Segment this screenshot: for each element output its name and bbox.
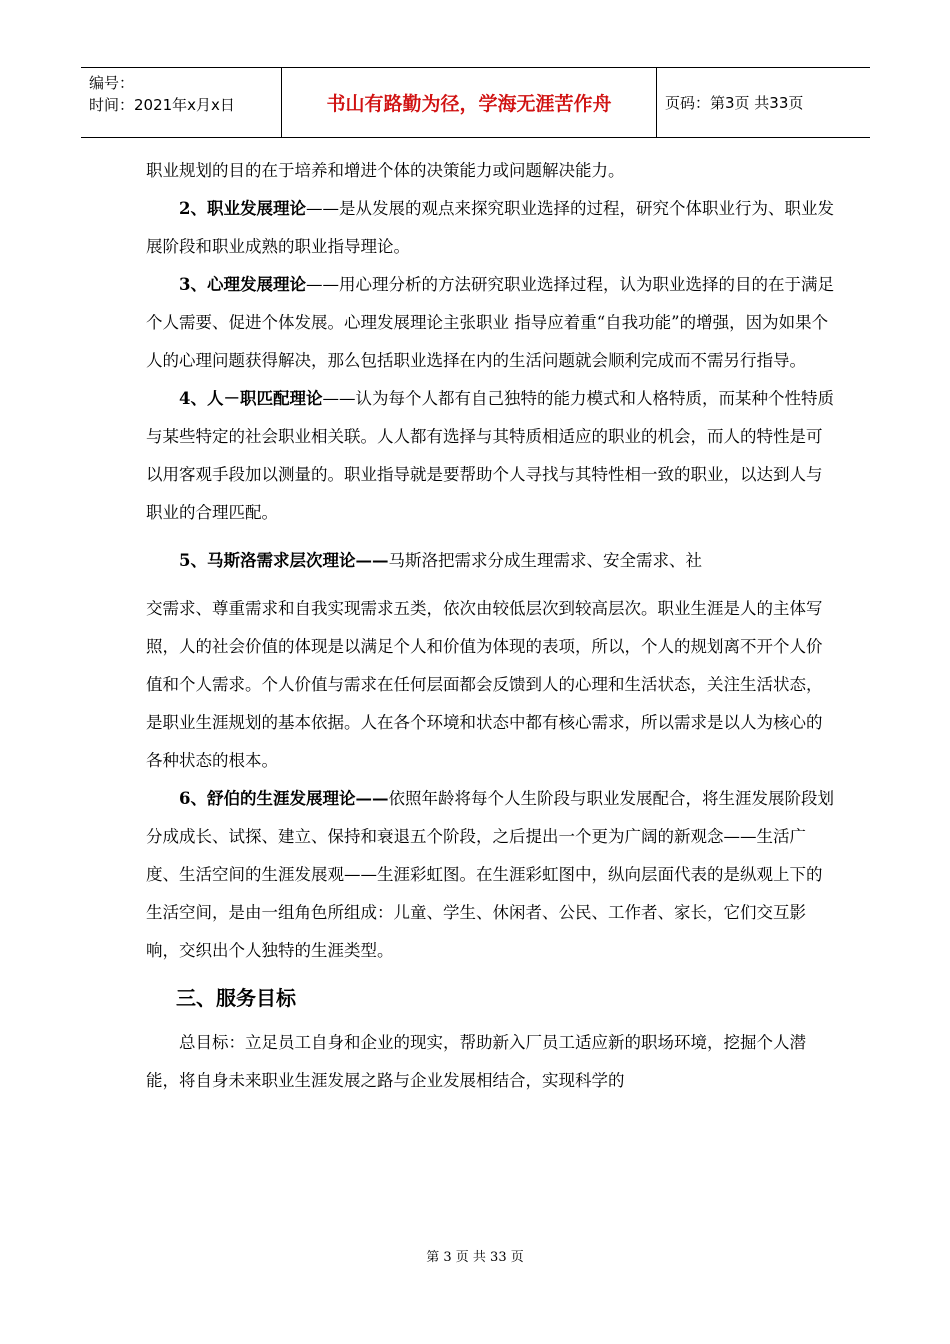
header-left-cell [81, 68, 281, 137]
paragraph: 交需求、尊重需求和自我实现需求五类，依次由较低层次到较高层次。职业生涯是人的主体写照，人的社会价值的体现是以满足个人和价值为体现的表项，所以，个人的规划离不开个人价值和个人需求。个人价值与需求在任何层面都会反馈到人的心理和生活状态，关注生活状态，是职业生涯规划的基本依据。人在各个环境和状态中都有核心需求，所以需求是以人为核心的各种状态的根本。 [146, 599, 823, 770]
paragraph [146, 542, 836, 580]
term-heading: 6、舒伯的生涯发展理论—— [179, 789, 389, 808]
paragraph [146, 266, 836, 380]
paragraph-text: 马斯洛把需求分成生理需求、安全需求、社 [388, 551, 702, 570]
spacer [146, 532, 836, 542]
paragraph-text: ——用心理分析的方法研究职业选择过程，认为职业选择的目的在于满足个人需要、促进个体发展。心理发展理论主张职业 指导应着重“自我功能”的增强，因为如果个人的心理问题获得解决，那么包括职业选择在内的生活问题就会顺利完成而不需另行指导。 [146, 275, 834, 370]
paragraph [146, 190, 836, 266]
page-footer: 第 3 页 共 33 页 [426, 1250, 524, 1265]
spacer [146, 580, 836, 590]
document-body [146, 152, 836, 1100]
time-label: 时间：2021年x月x日 [89, 96, 235, 114]
term-heading: 5、马斯洛需求层次理论—— [179, 551, 389, 570]
header-page-label: 页码：第3页 共33页 [665, 94, 804, 112]
number-label: 编号： [89, 74, 135, 92]
paragraph [146, 780, 836, 970]
header-table [81, 67, 870, 138]
term-heading: 3、心理发展理论 [179, 275, 306, 294]
header-motto: 书山有路勤为径，学海无涯苦作舟 [281, 68, 657, 137]
section-title: 三、服务目标 [176, 986, 296, 1010]
term-heading: 4、人－职匹配理论 [179, 389, 323, 408]
paragraph: 职业规划的目的在于培养和增进个体的决策能力或问题解决能力。 [146, 161, 625, 180]
paragraph: 总目标：立足员工自身和企业的现实，帮助新入厂员工适应新的职场环境，挖掘个人潜能，将自身未来职业生涯发展之路与企业发展相结合，实现科学的 [146, 1033, 806, 1090]
paragraph-text: 依照年龄将每个人生阶段与职业发展配合，将生涯发展阶段划分成成长、试探、建立、保持和衰退五个阶段，之后提出一个更为广阔的新观念——生活广度、生活空间的生涯发展观——生涯彩虹图。在生涯彩虹图中，纵向层面代表的是纵观上下的生活空间，是由一组角色所组成：儿童、学生、休闲者、公民、工作者、家长，它们交互影响，交织出个人独特的生涯类型。 [146, 789, 834, 960]
paragraph [146, 380, 836, 532]
paragraph-text: ——是从发展的观点来探究职业选择的过程，研究个体职业行为、职业发展阶段和职业成熟的职业指导理论。 [146, 199, 834, 256]
paragraph-text: ——认为每个人都有自己独特的能力模式和人格特质，而某种个性特质与某些特定的社会职业相关联。人人都有选择与其特质相适应的职业的机会，而人的特性是可以用客观手段加以测量的。职业指导就是要帮助个人寻找与其特性相一致的职业，以达到人与职业的合理匹配。 [146, 389, 834, 522]
term-heading: 2、职业发展理论 [179, 199, 306, 218]
